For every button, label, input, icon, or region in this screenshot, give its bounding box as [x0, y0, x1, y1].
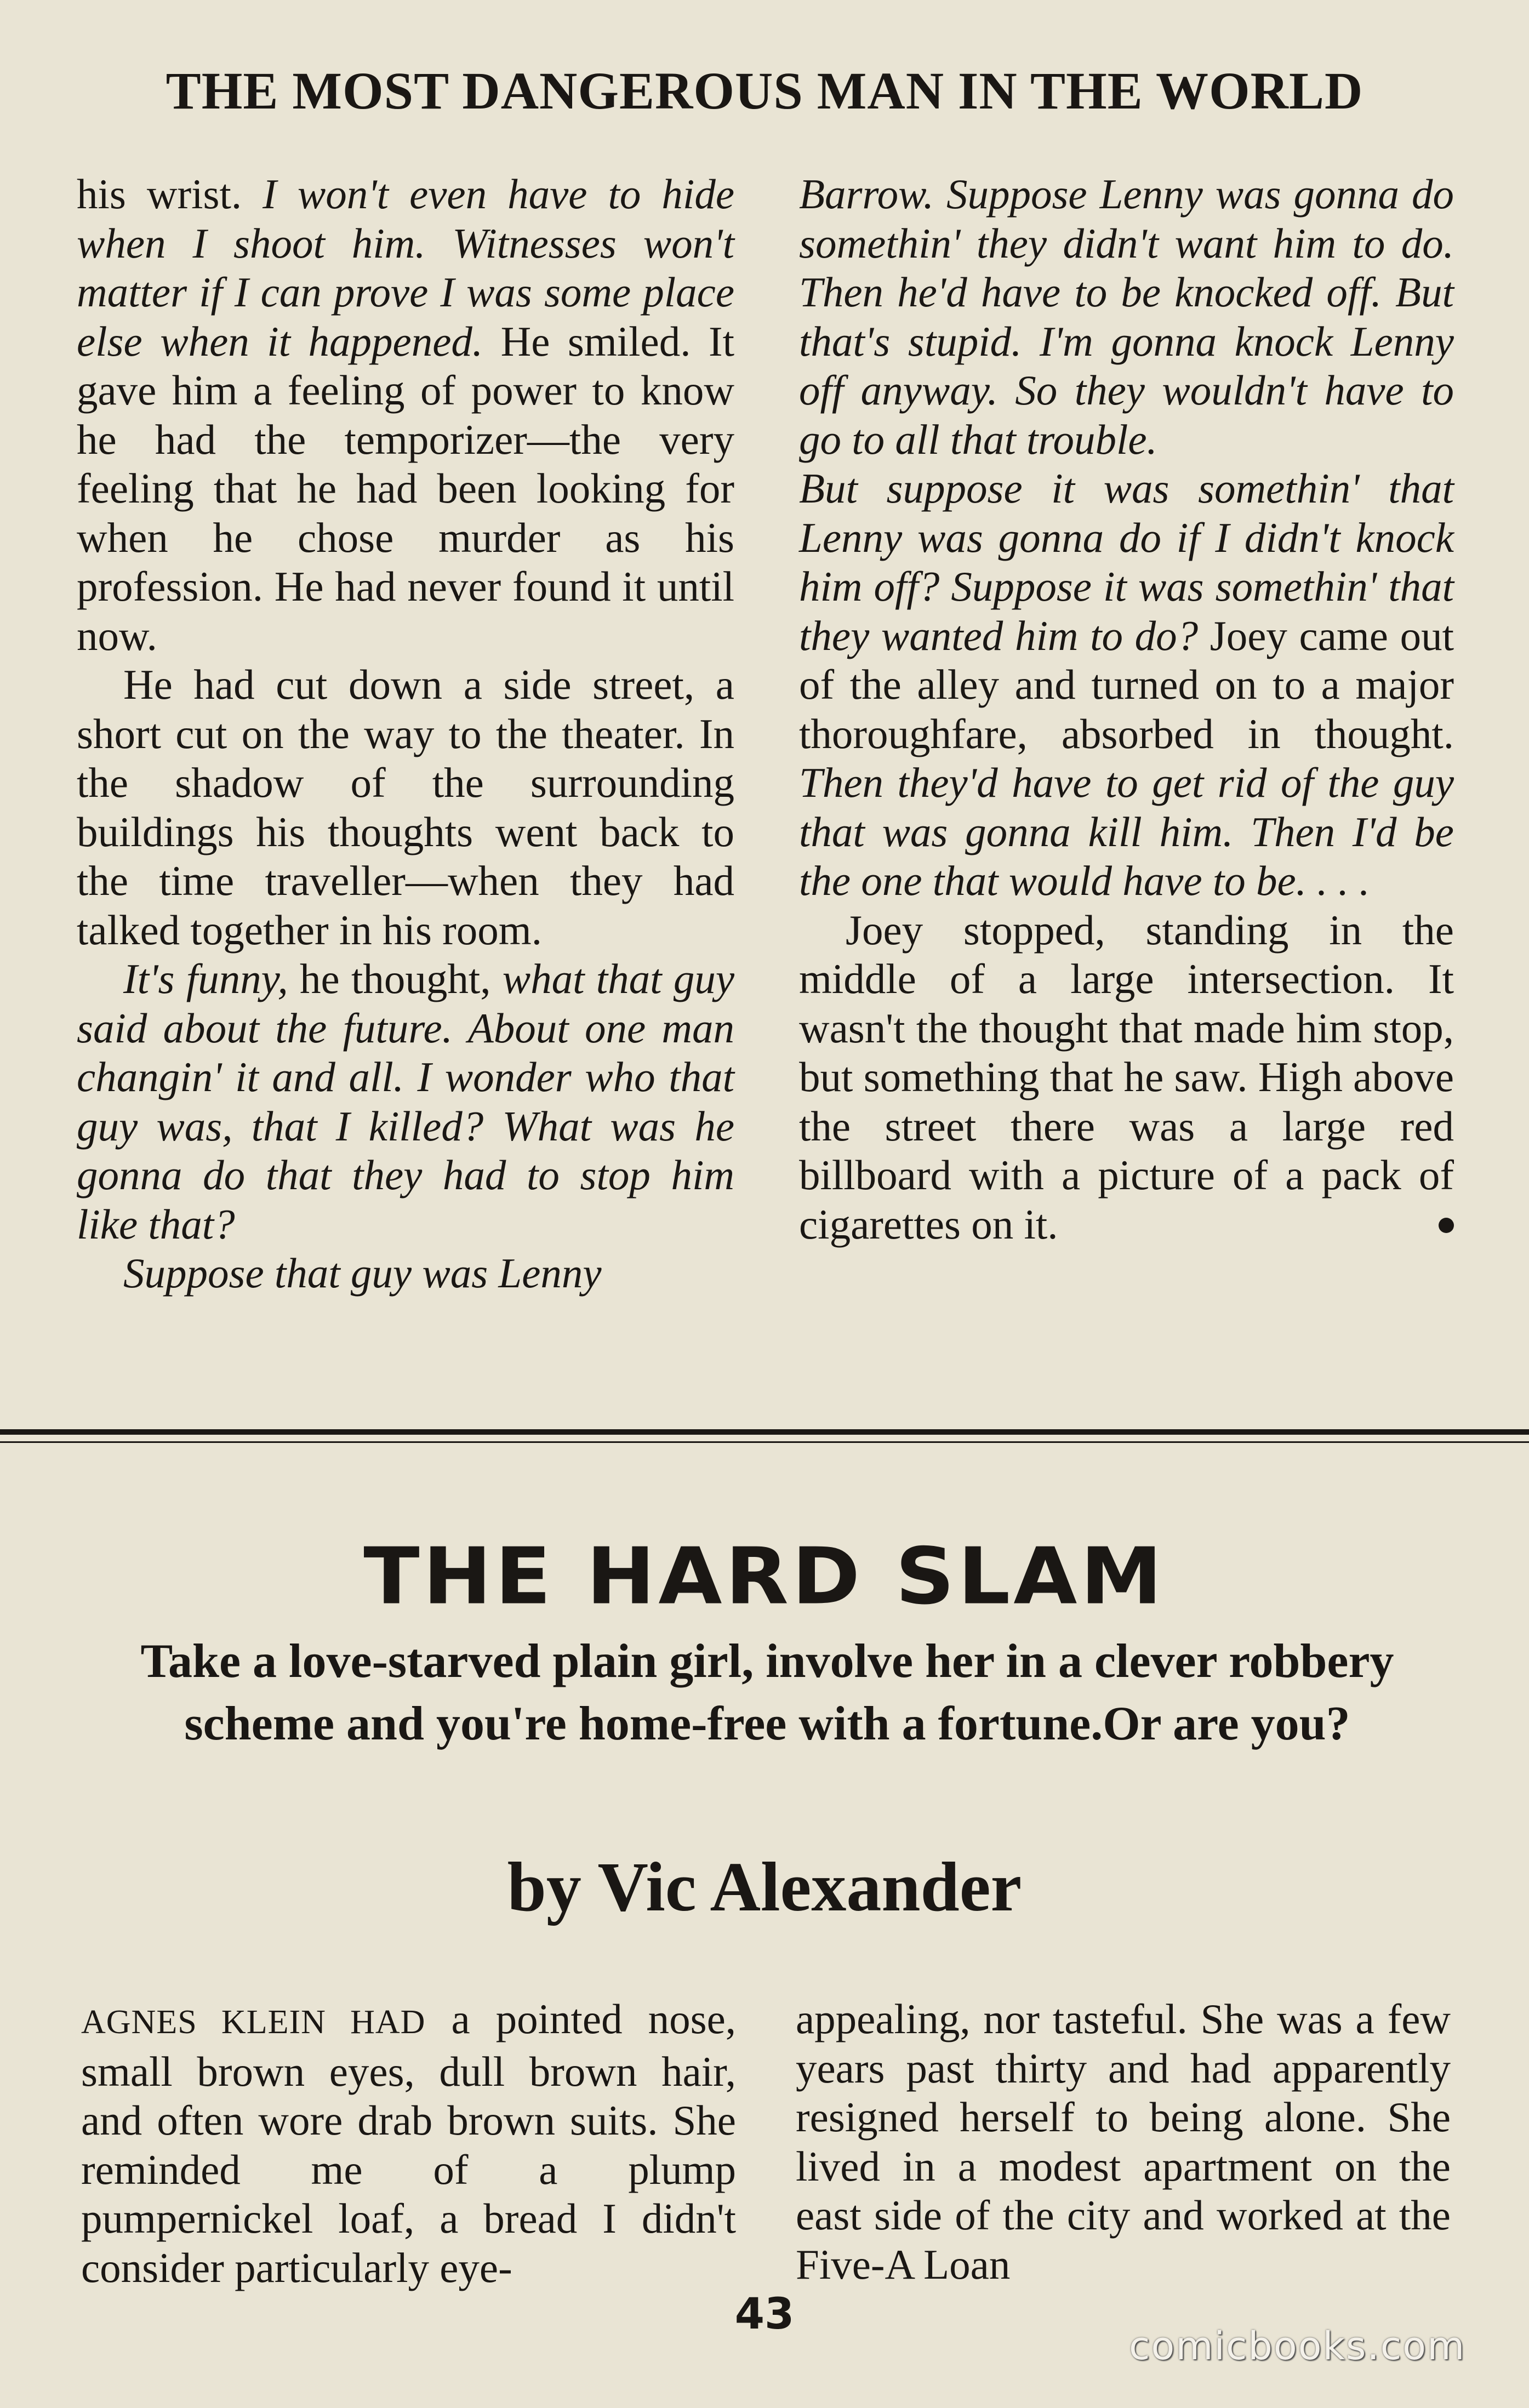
text-run: his wrist.	[77, 170, 263, 218]
paragraph	[77, 955, 734, 1249]
watermark: comicbooks.com	[1129, 2324, 1466, 2369]
end-of-story-bullet	[1439, 1218, 1454, 1233]
paragraph	[799, 464, 1454, 906]
italic-text: Suppose that guy was Lenny	[123, 1249, 602, 1297]
text-run: He had cut down a side street, a short cut on the way to the theater. In the shadow of the surrounding buildings his thoughts went back to the time traveller—when they had talked together in his room.	[77, 661, 734, 954]
italic-text: I won't even have to hide when I shoot him. Witnesses won't matter if I can prove I was some place else when it happened.	[77, 170, 734, 365]
page-number: 43	[734, 2290, 795, 2339]
story1-right-column	[799, 170, 1454, 1249]
opening-smallcaps: AGNES KLEIN HAD	[81, 2004, 426, 2041]
paragraph	[77, 660, 734, 955]
story1-left-column	[77, 170, 734, 1298]
running-head: THE MOST DANGEROUS MAN IN THE WORLD	[166, 61, 1363, 120]
story2-right-text: appealing, nor tasteful. She was a few years past thirty and had apparently resigned herself to being alone. She lived in a modest apartment on the east side of the city and worked at the Five-A Loan	[796, 1995, 1451, 2288]
text-run: He smiled. It gave him a feeling of power to know he had the temporizer—the very feeling that he had been looking for when he chose murder as his profession. He had never found it until now.	[77, 317, 734, 659]
italic-text: what that guy said about the future. About one man changin' it and all. I wonder who that guy was, that I killed? What was he gonna do that they had to stop him like that?	[77, 955, 735, 1248]
byline: by Vic Alexander	[507, 1848, 1022, 1926]
paragraph	[77, 1249, 734, 1298]
italic-text: Then they'd have to get rid of the guy that was gonna kill him. Then I'd be the one that would have to be. . . .	[799, 759, 1454, 904]
story-deck: Take a love-starved plain girl, involve her in a clever robbery scheme and you're home-free with a fortune.Or are you?	[140, 1635, 1394, 1750]
text-run: Joey came out of the alley and turned on to a major thoroughfare, absorbed in thought.	[799, 612, 1454, 757]
story-title: THE HARD SLAM	[363, 1531, 1166, 1622]
paragraph	[799, 906, 1454, 1249]
section-divider-thin	[0, 1441, 1529, 1443]
italic-text: Barrow. Suppose Lenny was gonna do somethin' they didn't want him to do. Then he'd have to be knocked off. But that's stupid. I'm gonna knock Lenny off anyway. So they wouldn't have to go to all that trouble.	[799, 170, 1454, 463]
text-run: Joey stopped, standing in the middle of a large intersection. It wasn't the thought that made him stop, but something that he saw. High above the street there was a large red billboard with a picture of a pack of cigarettes on it.	[799, 906, 1454, 1248]
story2-right-column	[796, 1995, 1451, 2289]
italic-text: But suppose it was somethin' that Lenny was gonna do if I didn't knock him off? Suppose it was somethin' that they wanted him to do?	[799, 465, 1454, 659]
story2-left-column	[81, 1995, 736, 2292]
paragraph	[77, 170, 734, 660]
paragraph	[799, 170, 1454, 464]
section-divider-thick	[0, 1429, 1529, 1435]
text-run: he thought,	[288, 955, 503, 1002]
story2-left-text: a pointed nose, small brown eyes, dull brown hair, and often wore drab brown suits. She reminded me of a plump pumpernickel loaf, a bread I didn't consider particularly eye-	[81, 1995, 736, 2291]
italic-text: It's funny,	[123, 955, 288, 1002]
